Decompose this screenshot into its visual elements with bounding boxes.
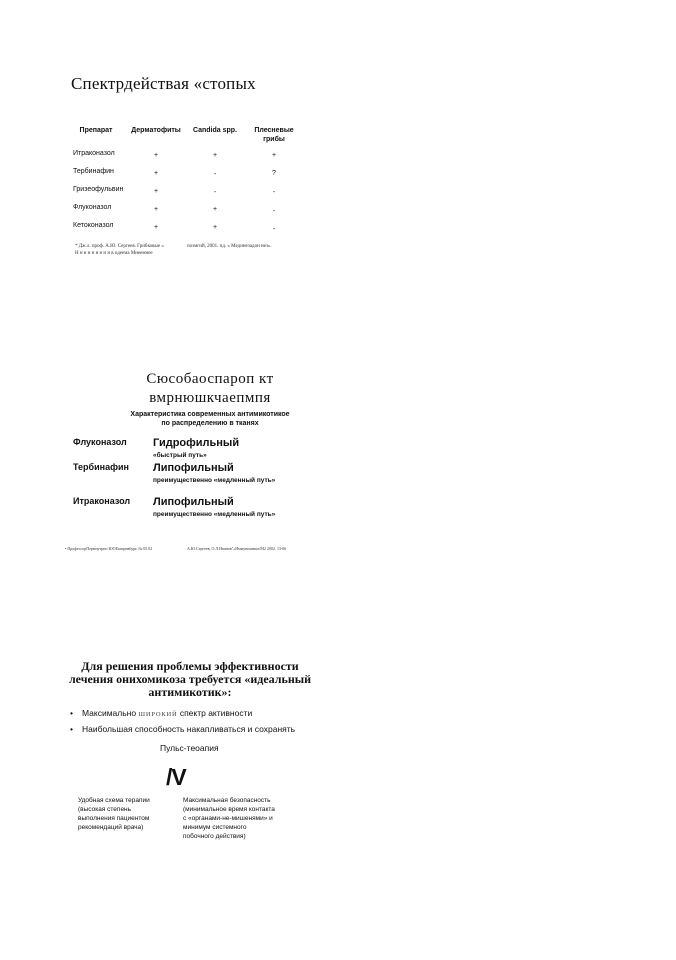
drug-property: Липофильный: [153, 496, 234, 508]
requirements-list: [70, 706, 295, 736]
footer-right: А.Ю.Сергеев, О.Л.Иванов"«Иммуномнкоз/М2 2002, 13-06: [187, 546, 287, 551]
cell: ?: [272, 170, 276, 177]
safety-line: побочного действия): [183, 833, 246, 840]
row-name: Итраконазол: [73, 150, 115, 157]
list-item: [70, 706, 295, 722]
row-name: Флуконазол: [73, 204, 112, 211]
slide3-heading-line2: лечения онихомикоза требуется «идеальный: [68, 672, 312, 686]
slide2-title: [90, 370, 330, 408]
header-candida: Candida spp.: [193, 127, 237, 134]
slide3-heading: [60, 660, 320, 699]
pulse-therapy-label: Пульс-теоапия: [160, 743, 219, 753]
safety-line: с «органами-не-мишенями» и: [183, 815, 273, 822]
footnote-left-line1: * Дж.л. проф. А.Ю. Сергеев. Грибковые »: [75, 244, 164, 249]
cell: +: [153, 170, 159, 177]
convenience-line: выполнения пациентом: [78, 815, 150, 822]
header-drug: Препарат: [79, 127, 113, 134]
cell: +: [153, 188, 159, 195]
convenience-line: (высокая степень: [78, 806, 132, 813]
convenience-line: Удобная схема терапии: [78, 797, 150, 804]
slide1-footnote: [75, 243, 285, 257]
convenience-block: [78, 796, 178, 832]
cell: -: [272, 208, 276, 215]
cell: +: [212, 152, 218, 159]
cell: +: [212, 224, 218, 231]
footnote-left-line2: Н н н н н н н н н в одеема Мнеемнее: [75, 251, 153, 256]
safety-line: (минимальное время контакта: [183, 806, 275, 813]
drug-property: Гидрофильный: [153, 437, 240, 449]
cell: +: [271, 152, 277, 159]
drug-detail: «быстрый путь»: [153, 452, 207, 459]
slide2-footer: [65, 546, 315, 551]
drug-detail: преимущественно «медленный путь»: [153, 477, 276, 484]
cell: +: [153, 224, 159, 231]
header-molds: Плесневые грибы: [254, 127, 294, 143]
slide2-subtitle: [90, 410, 330, 428]
cell: -: [213, 189, 217, 196]
slide1-title: Спектрдействая «стопых: [71, 74, 256, 93]
cell: +: [153, 152, 159, 159]
cell: +: [212, 206, 218, 213]
safety-block: [183, 796, 293, 841]
list-item: [70, 722, 295, 736]
drug-name: Флуконазол: [73, 437, 127, 447]
header-dermatophytes: Дерматофиты: [131, 127, 181, 134]
bullet2-text: Наибольшая способность накапливаться и сохранять: [82, 724, 296, 734]
bullet1-pre: Максимально: [82, 708, 137, 718]
slide2-subtitle-line1: Характеристика современных антимикотикое: [130, 411, 290, 418]
row-name: Тербинафин: [73, 168, 114, 175]
drug-name: Тербинафин: [73, 462, 129, 472]
drug-detail: преимущественно «медленный путь»: [153, 511, 276, 518]
branch-sign: /V: [166, 764, 186, 790]
slide2-subtitle-line2: по распределению в тканях: [161, 420, 259, 427]
cell: -: [272, 189, 276, 196]
cell: -: [213, 171, 217, 178]
footnote-right: позмгий, 2001. пд. « Мединезадон нез».: [187, 244, 272, 249]
cell: +: [153, 206, 159, 213]
slide2-title-line2: вмрнюшкчаепмпя: [149, 390, 271, 406]
drug-property: Липофильный: [153, 462, 234, 474]
drug-name: Итраконазол: [73, 496, 131, 506]
row-name: Кетоконазол: [73, 222, 114, 229]
bullet1-small: ШИРОКИЙ: [138, 711, 178, 718]
row-name: Гризеофульвин: [73, 186, 124, 193]
slide3-heading-line3: антимикотик»:: [148, 685, 232, 699]
safety-line: минимум системного: [183, 824, 247, 831]
footer-left: • ПрофессорПермнутрно ЮОЕкатрнвбург. № 05.02: [65, 546, 153, 551]
safety-line: Максимальная безопасность: [183, 797, 271, 804]
cell: -: [272, 226, 276, 233]
bullet1-post: спектр активности: [179, 708, 253, 718]
slide3-heading-line1: Для решения проблемы эффективности: [81, 659, 299, 673]
slide2-title-line1: Сюсобаоспароп кт: [146, 371, 274, 387]
convenience-line: рекомендаций врача): [78, 824, 144, 831]
